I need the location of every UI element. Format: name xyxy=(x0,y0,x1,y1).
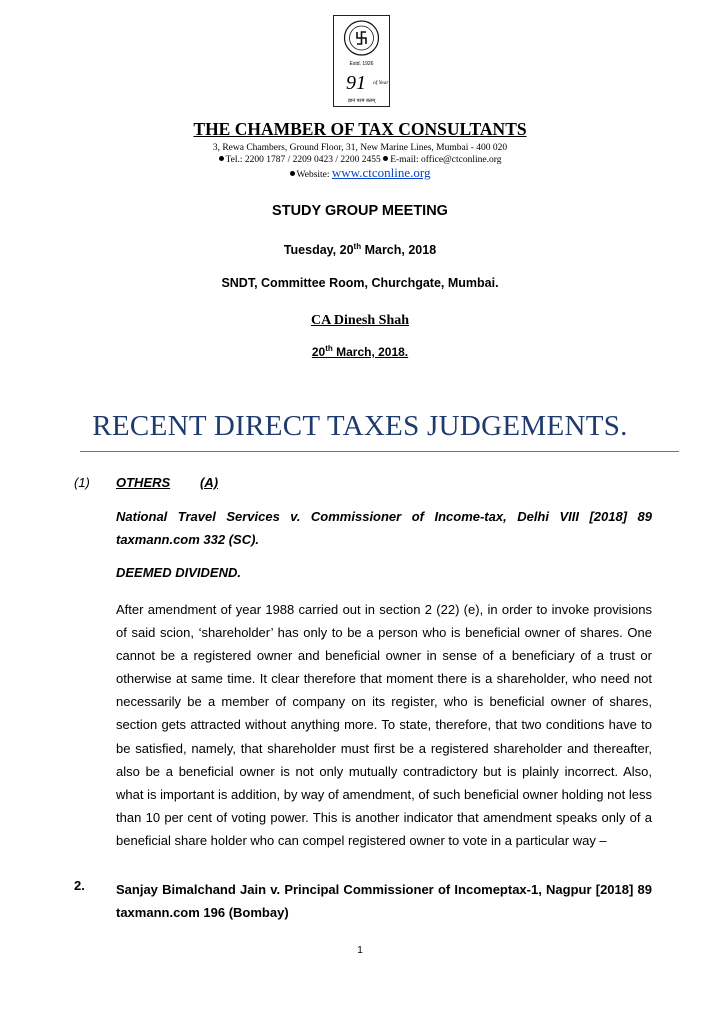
section-2-number: 2. xyxy=(74,878,85,893)
meeting-title: STUDY GROUP MEETING xyxy=(272,203,448,219)
logo-estd: Estd. 1926 xyxy=(349,61,374,67)
meeting-date xyxy=(0,242,720,257)
logo-years: 91 xyxy=(346,72,366,94)
website-label: Website: xyxy=(296,170,332,180)
document-date-rest: March, 2018. xyxy=(332,345,409,359)
bullet-icon xyxy=(290,171,295,176)
section-1-label: OTHERS xyxy=(116,475,171,490)
meeting-date-day: Tuesday, 20 xyxy=(283,243,354,258)
logo-motto: ज्ञानं परमं बलम् xyxy=(347,98,376,104)
document-date-sup: th xyxy=(325,344,333,353)
org-email: E-mail: office@ctconline.org xyxy=(390,155,502,165)
org-website-line xyxy=(0,167,720,181)
org-logo xyxy=(333,15,390,107)
meeting-date-rest: March, 2018 xyxy=(361,243,437,258)
bullet-icon xyxy=(383,156,388,161)
org-address: 3, Rewa Chambers, Ground Floor, 31, New Marine Lines, Mumbai - 400 020 xyxy=(212,143,508,153)
section-1-case-citation: National Travel Services v. Commissioner of Income-tax, Delhi VIII [2018] 89 taxmann.com 332 (SC). xyxy=(116,509,652,547)
document-date xyxy=(0,344,720,359)
section-1-topic: DEEMED DIVIDEND. xyxy=(116,565,241,580)
section-2-case-citation: Sanjay Bimalchand Jain v. Principal Commissioner of Incomeptax-1, Nagpur [2018] 89 taxmann.com 196 (Bombay) xyxy=(116,882,652,920)
meeting-venue: SNDT, Committee Room, Churchgate, Mumbai. xyxy=(221,276,499,290)
website-link[interactable]: www.ctconline.org xyxy=(331,165,431,180)
bullet-icon xyxy=(219,156,224,161)
document-date-day: 20 xyxy=(311,345,326,359)
swastika-seal-logo-icon xyxy=(334,16,389,106)
main-title: RECENT DIRECT TAXES JUDGEMENTS. xyxy=(92,410,628,442)
org-name: THE CHAMBER OF TAX CONSULTANTS xyxy=(193,119,527,139)
org-phone: Tel.: 2200 1787 / 2209 0423 / 2200 2455 xyxy=(225,155,384,165)
page-number: 1 xyxy=(357,945,363,956)
title-divider xyxy=(80,451,679,452)
logo-years-suffix: of Year xyxy=(373,80,389,86)
section-1-number: (1) xyxy=(74,475,90,490)
section-1-body: After amendment of year 1988 carried out in section 2 (22) (e), in order to invoke provisions of said scion, ‘shareholder’ has only to be a person who is beneficial owner of shares. One cannot be a registered owner and beneficial owner in sense of a beneficiary of a trust or otherwise at same time. It clear therefore that moment there is a shareholder, who need not necessarily be a member of company on its register, who is beneficial owner of shares, section gets attracted without anything more. To state, therefore, that two conditions have to be satisfied, namely, that shareholder must first be a registered shareholder and thereafter, also be a beneficial owner is not only mutually contradictory but is plainly incorrect. Also, what is important is addition, by way of amendment, of such beneficial owner holding not less than 10 per cent of voting power. This is another indicator that amendment speaks only of a beneficial share holder who can compel registered owner to vote in a particular way – xyxy=(116,602,652,848)
meeting-date-sup: th xyxy=(353,242,362,251)
section-1-sub: (A) xyxy=(200,475,219,490)
speaker-name: CA Dinesh Shah xyxy=(310,313,410,328)
